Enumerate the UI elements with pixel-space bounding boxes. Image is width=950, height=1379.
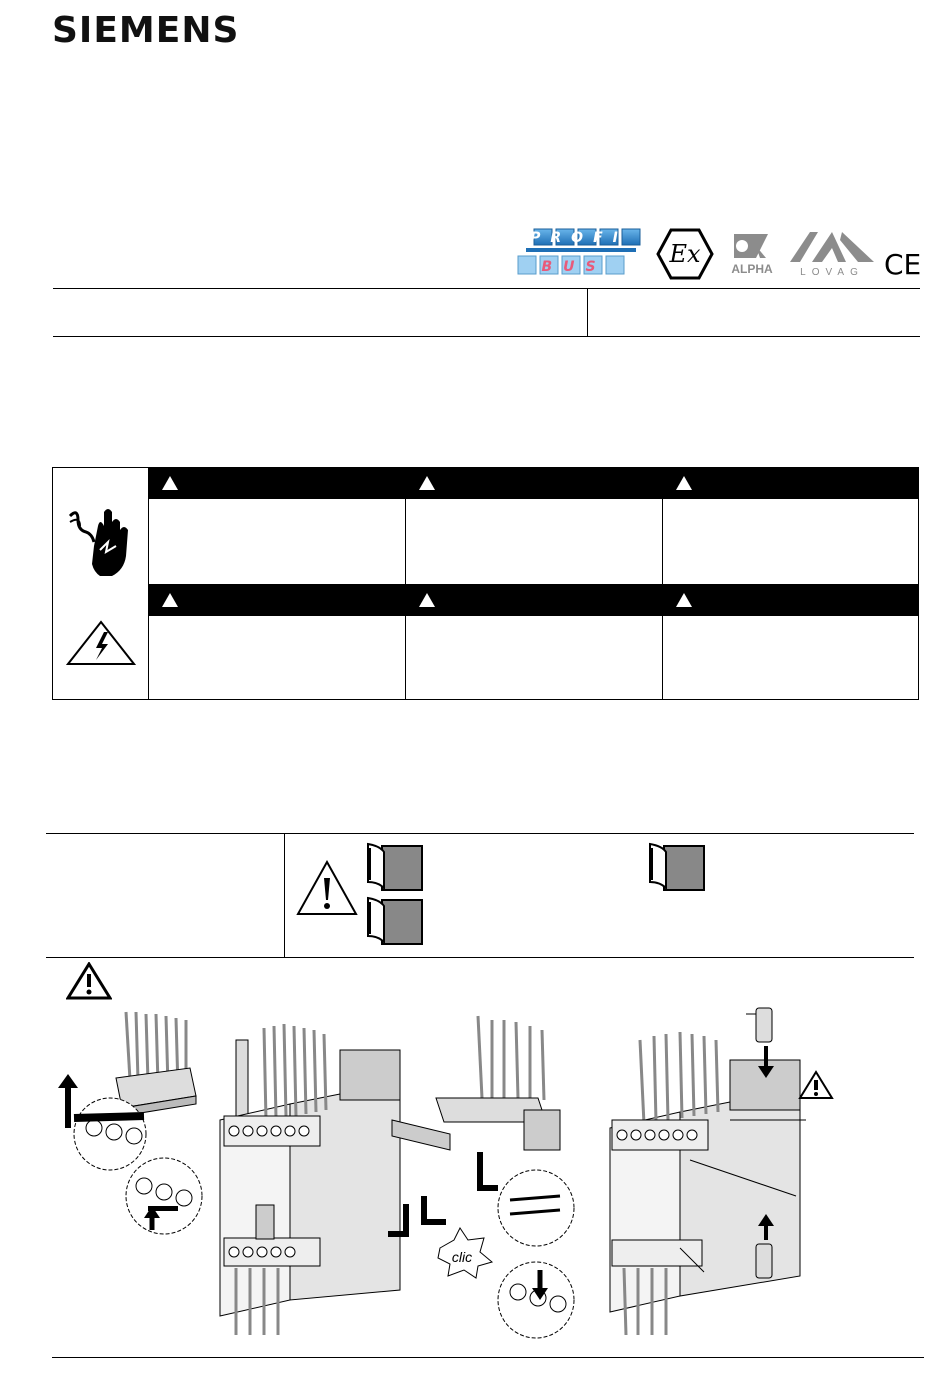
- warning-triangle-icon: [419, 593, 435, 607]
- lovag-logo-text: LOVAG: [800, 267, 864, 278]
- header-divider: [587, 288, 588, 336]
- alpha-logo-text: ALPHA: [731, 262, 773, 276]
- lovag-logo: [786, 228, 878, 278]
- header-rule-top: [53, 288, 920, 289]
- manual-book-icon: [364, 896, 424, 946]
- ce-logo-text: CE: [884, 248, 922, 278]
- electric-shock-hand-icon: [64, 506, 134, 582]
- ex-logo-text: Ex: [669, 240, 701, 268]
- warning-triangle-icon: [676, 593, 692, 607]
- warning-triangle-icon: [676, 476, 692, 490]
- warning-triangle-icon: [162, 593, 178, 607]
- warning-triangle-icon: [162, 476, 178, 490]
- profibus-top-text: PROFI: [530, 230, 628, 246]
- ex-logo: [656, 228, 714, 280]
- clic-label: clic: [451, 1249, 473, 1265]
- manual-book-icon: [646, 842, 706, 892]
- siemens-logo: SIEMENS: [52, 10, 240, 51]
- caution-triangle-icon: [296, 860, 358, 916]
- profibus-bottom-text: BUS: [541, 259, 607, 275]
- caution-triangle-icon: [66, 962, 112, 1000]
- profibus-logo: [516, 226, 642, 278]
- installation-figure: [40, 1000, 920, 1345]
- high-voltage-icon: [66, 620, 136, 666]
- warning-header-row-2: [148, 584, 919, 616]
- manual-book-icon: [364, 842, 424, 892]
- ce-logo: [884, 248, 924, 278]
- header-rule-bottom: [53, 336, 920, 337]
- footer-rule: [52, 1357, 924, 1358]
- terminal-block-illustration: [116, 1012, 196, 1116]
- warning-header-row-1: [148, 467, 919, 499]
- warning-triangle-icon: [419, 476, 435, 490]
- alpha-logo: [728, 228, 778, 278]
